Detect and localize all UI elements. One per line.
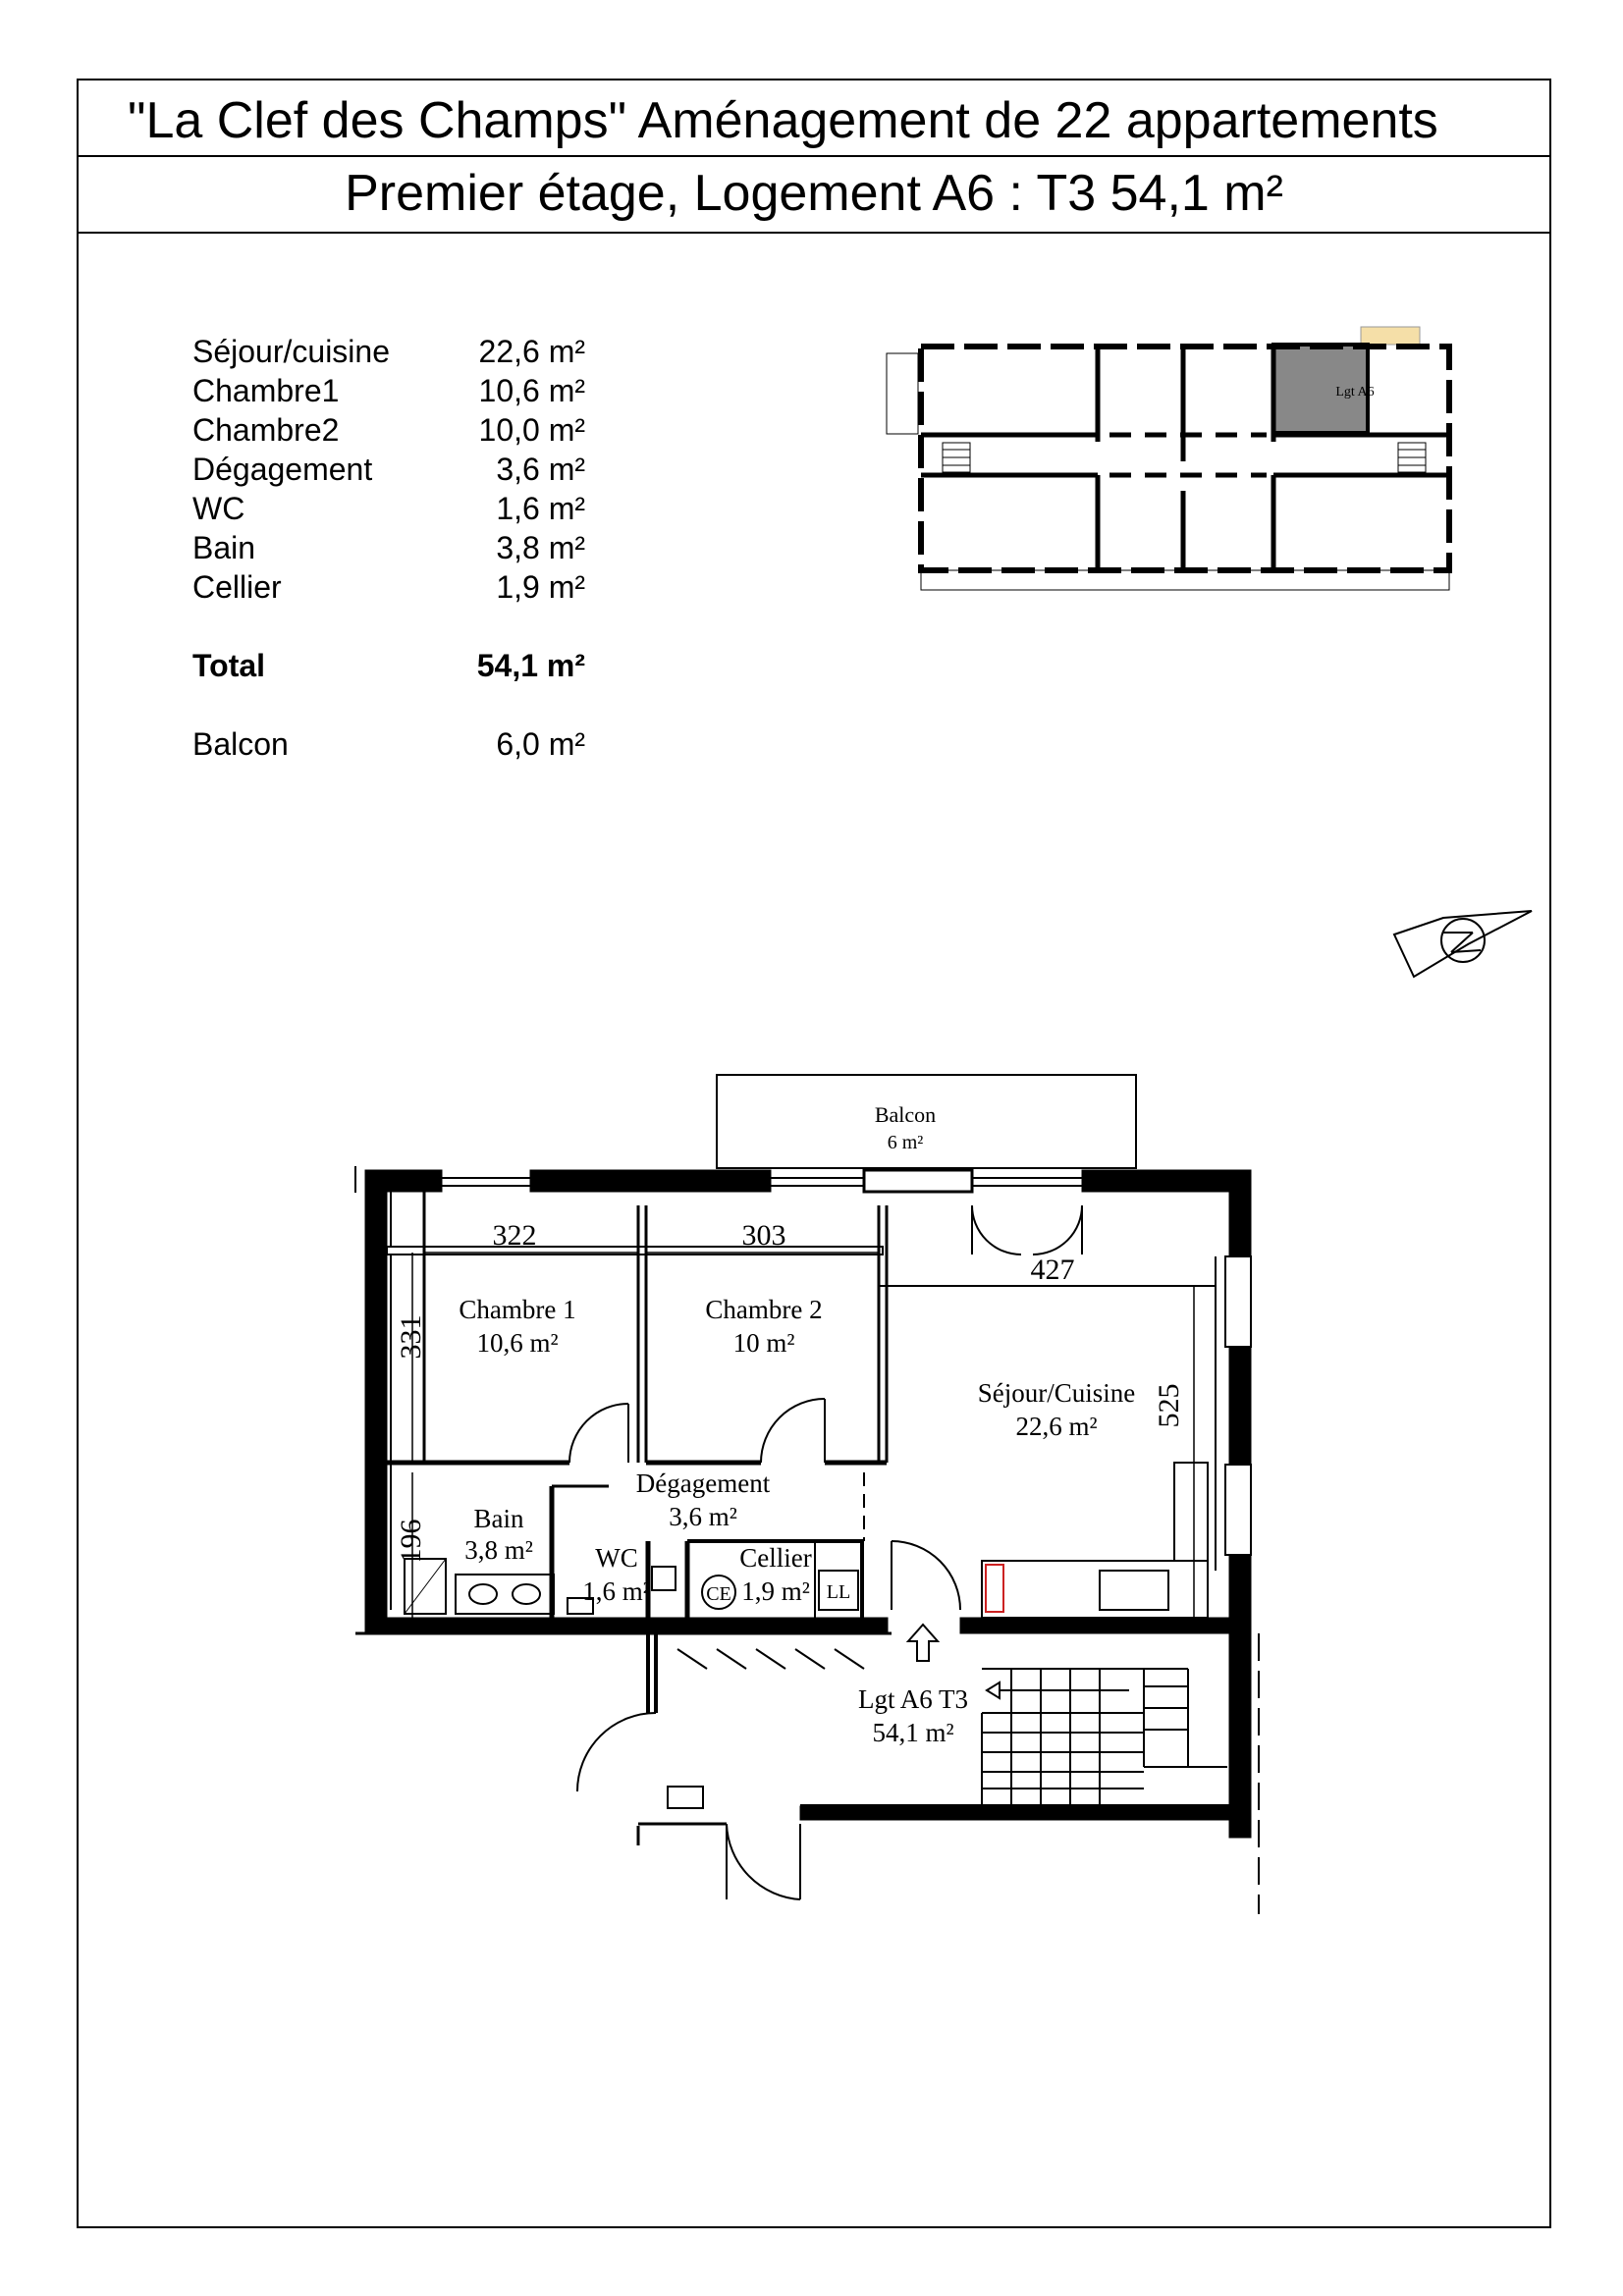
balcony-area: 6 m² <box>887 1132 924 1153</box>
area-value: 1,6 m² <box>496 491 585 526</box>
bottom-wall <box>960 1618 1229 1633</box>
area-value: 3,8 m² <box>496 530 585 565</box>
unit-name-label: Lgt A6 T3 <box>857 1684 969 1714</box>
dimension-427: 427 <box>1030 1254 1075 1286</box>
floor-plan <box>355 1075 1259 1914</box>
total-value: 54,1 m² <box>476 648 585 683</box>
wc-sink-icon <box>652 1567 676 1590</box>
area-name: Dégagement <box>192 452 373 487</box>
room-wc-area: 1,6 m² <box>582 1576 651 1606</box>
kitchen-sink-icon <box>1100 1571 1168 1610</box>
top-wall <box>1082 1170 1249 1192</box>
room-sejour-area: 22,6 m² <box>1015 1412 1098 1441</box>
balcony-value: 6,0 m² <box>496 726 585 762</box>
dimension-331: 331 <box>395 1314 427 1360</box>
room-chambre2-name: Chambre 2 <box>705 1295 823 1324</box>
room-bain-area: 3,8 m² <box>464 1535 533 1565</box>
room-cellier-name: Cellier <box>739 1543 812 1573</box>
key-plan-balcony <box>1361 327 1420 345</box>
key-plan <box>887 327 1449 590</box>
unit-area-label: 54,1 m² <box>872 1718 954 1747</box>
entrance-arrow-icon <box>908 1625 938 1661</box>
electric-panel-icon <box>986 1565 1003 1612</box>
page-subtitle: Premier étage, Logement A6 : T3 54,1 m² <box>345 165 1283 222</box>
room-sejour-name: Séjour/Cuisine <box>977 1378 1136 1408</box>
room-bain-name: Bain <box>473 1504 524 1533</box>
room-chambre1-area: 10,6 m² <box>476 1328 559 1358</box>
area-value: 22,6 m² <box>478 334 585 369</box>
area-value: 1,9 m² <box>496 569 585 605</box>
key-plan-side-balcony <box>887 353 918 434</box>
washing-machine-label: LL <box>826 1581 851 1603</box>
north-arrow-icon <box>1394 911 1532 977</box>
left-wall <box>365 1170 387 1633</box>
fridge-icon <box>1174 1463 1208 1561</box>
dimension-303: 303 <box>741 1219 786 1252</box>
water-heater-label: CE <box>706 1583 731 1605</box>
dimension-525: 525 <box>1153 1383 1185 1428</box>
room-wc-name: WC <box>595 1543 638 1573</box>
area-value: 10,0 m² <box>478 412 585 448</box>
staircase <box>982 1669 1227 1806</box>
room-degagement-area: 3,6 m² <box>669 1502 737 1531</box>
top-wall-window <box>864 1170 972 1192</box>
page-title: "La Clef des Champs" Aménagement de 22 appartements <box>128 92 1438 149</box>
closet-doors <box>677 1649 864 1669</box>
kitchen-counter <box>982 1561 1208 1618</box>
area-name: Bain <box>192 530 256 565</box>
key-plan-unit-label: Lgt A6 <box>1335 385 1375 400</box>
area-value: 10,6 m² <box>478 373 585 408</box>
area-value: 3,6 m² <box>496 452 585 487</box>
total-name: Total <box>192 648 266 683</box>
room-cellier-area: 1,9 m² <box>741 1576 810 1606</box>
dimension-322: 322 <box>492 1219 537 1252</box>
area-name: Cellier <box>192 569 282 605</box>
bottom-wall <box>387 1618 888 1633</box>
area-name: WC <box>192 491 245 526</box>
top-wall <box>530 1170 771 1192</box>
dimension-196: 196 <box>395 1519 427 1564</box>
balcony-label: Balcon <box>874 1102 937 1127</box>
room-degagement-name: Dégagement <box>635 1468 771 1498</box>
interior-partition <box>387 1247 883 1255</box>
area-name: Séjour/cuisine <box>192 334 390 369</box>
area-name: Chambre1 <box>192 373 340 408</box>
balcony-name: Balcon <box>192 726 289 762</box>
room-chambre1-name: Chambre 1 <box>459 1295 576 1324</box>
area-name: Chambre2 <box>192 412 340 448</box>
room-chambre2-area: 10 m² <box>732 1328 795 1358</box>
